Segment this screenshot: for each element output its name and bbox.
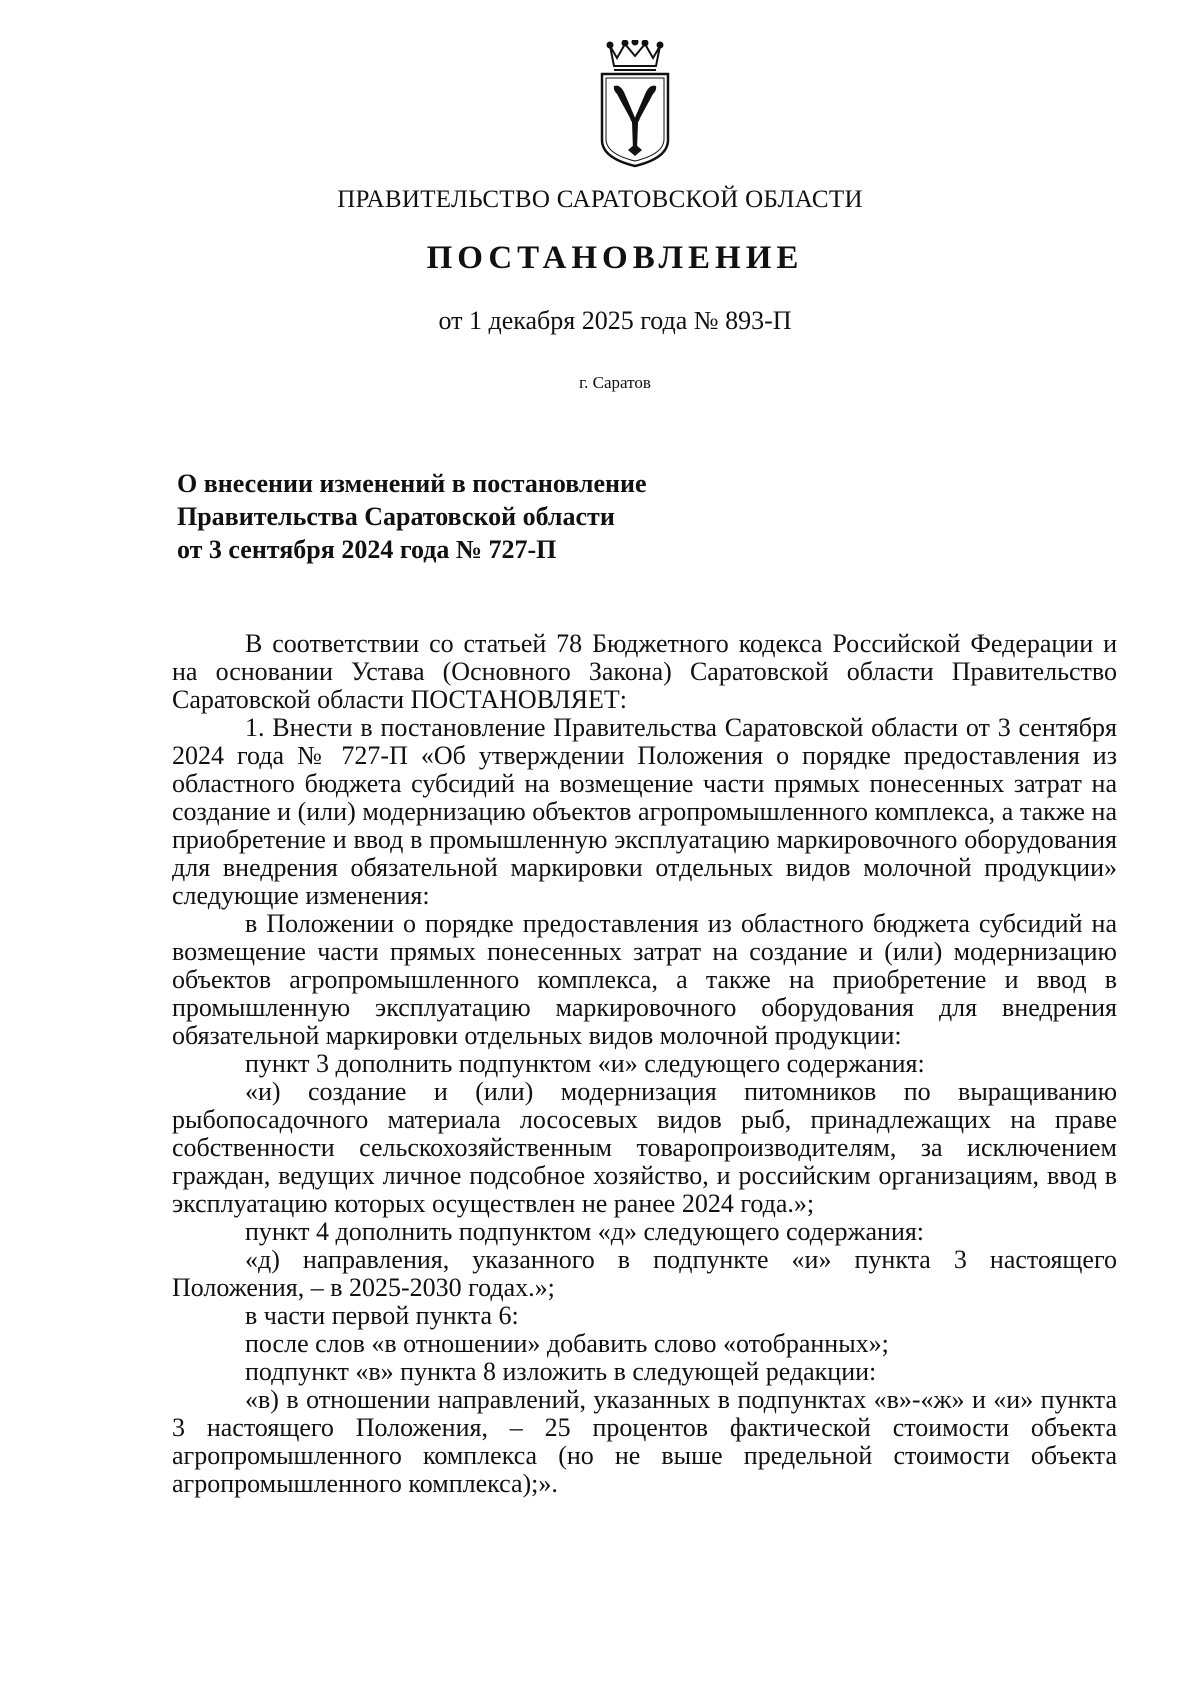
subject-line: О внесении изменений в постановление (177, 469, 647, 498)
document-date-number: от 1 декабря 2025 года № 893-П (438, 306, 792, 335)
body-paragraph: пункт 3 дополнить подпунктом «и» следующего содержания: (245, 1049, 925, 1078)
body-paragraph: «д) направления, указанного в подпункте «и» пункта 3 настоящего Положения, – в 2025-2030 годах.»; (172, 1245, 1117, 1302)
government-name: ПРАВИТЕЛЬСТВО САРАТОВСКОЙ ОБЛАСТИ (337, 186, 863, 213)
body-paragraph: подпункт «в» пункта 8 изложить в следующей редакции: (245, 1357, 877, 1386)
saratov-coat-of-arms-icon (590, 40, 680, 168)
body-paragraph: после слов «в отношении» добавить слово «отобранных»; (245, 1329, 889, 1358)
document-body (172, 630, 1117, 1498)
document-subject (177, 467, 647, 566)
document-type-title: ПОСТАНОВЛЕНИЕ (426, 240, 804, 276)
document-city: г. Саратов (579, 373, 651, 392)
body-paragraph: В соответствии со статьей 78 Бюджетного кодекса Российской Федерации и на основании Устава (Основного Закона) Саратовской области Правительство Саратовской области ПОСТАНОВЛЯЕТ: (172, 629, 1117, 714)
body-paragraph: пункт 4 дополнить подпунктом «д» следующего содержания: (245, 1217, 925, 1246)
subject-line: Правительства Саратовской области (177, 502, 615, 531)
body-paragraph: «и) создание и (или) модернизация питомников по выращиванию рыбопосадочного материала лососевых видов рыб, принадлежащих на праве собственности сельскохозяйственным товаропроизводителям, за исключением граждан, ведущих личное подсобное хозяйство, и российским организациям, ввод в эксплуатацию которых осуществлен не ранее 2024 года.»; (172, 1077, 1117, 1218)
body-paragraph: в Положении о порядке предоставления из областного бюджета субсидий на возмещение части прямых понесенных затрат на создание и (или) модернизацию объектов агропромышленного комплекса, а также на приобретение и ввод в промышленную эксплуатацию маркировочного оборудования для внедрения обязательной маркировки отдельных видов молочной продукции: (172, 909, 1117, 1050)
subject-line: от 3 сентября 2024 года № 727-П (177, 535, 557, 564)
body-paragraph: «в) в отношении направлений, указанных в подпунктах «в»-«ж» и «и» пункта 3 настоящего Положения, – 25 процентов фактической стоимости объекта агропромышленного комплекса (но не выше предельной стоимости объекта агропромышленного комплекса);». (172, 1385, 1117, 1498)
body-paragraph: 1. Внести в постановление Правительства Саратовской области от 3 сентября 2024 года № 727-П «Об утверждении Положения о порядке предоставления из областного бюджета субсидий на возмещение части прямых понесенных затрат на создание и (или) модернизацию объектов агропромышленного комплекса, а также на приобретение и ввод в промышленную эксплуатацию маркировочного оборудования для внедрения обязательной маркировки отдельных видов молочной продукции» следующие изменения: (172, 713, 1117, 910)
body-paragraph: в части первой пункта 6: (245, 1301, 519, 1330)
